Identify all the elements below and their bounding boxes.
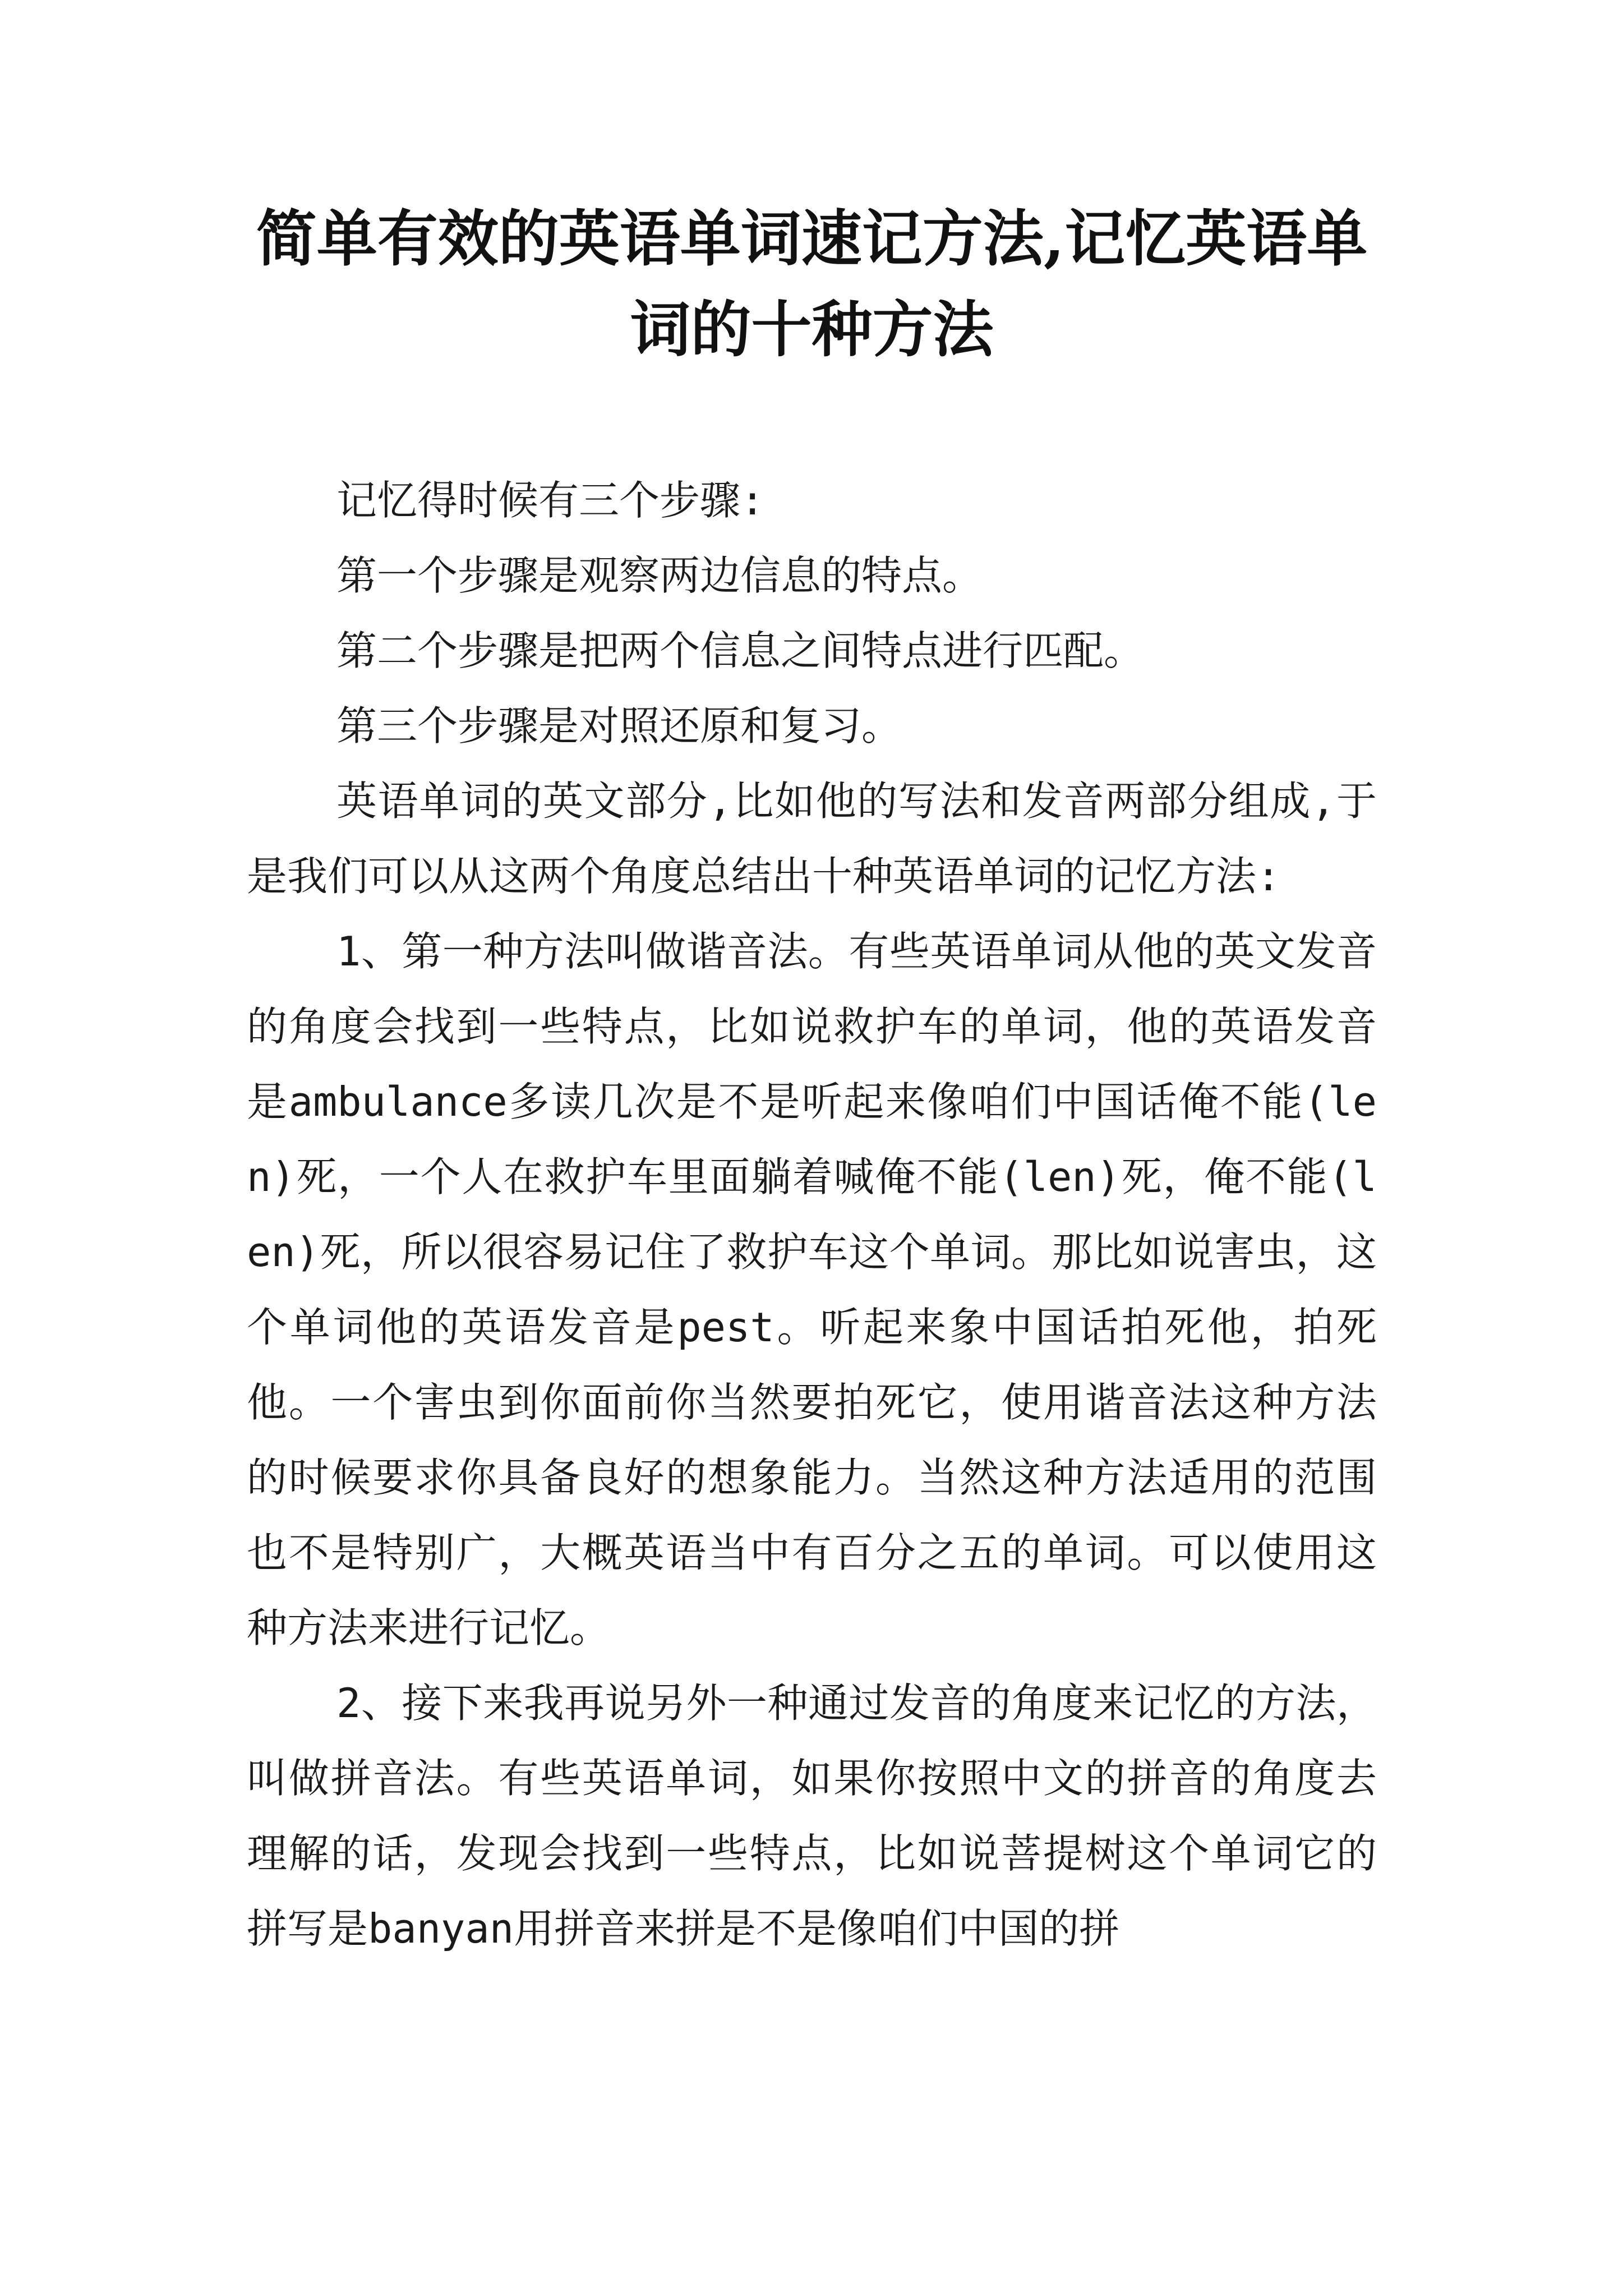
paragraph-step-one: 第一个步骤是观察两边信息的特点。 — [336, 552, 983, 599]
document-body — [247, 463, 1377, 1966]
paragraph-method-2-pinyin: 2、接下来我再说另外一种通过发音的角度来记忆的方法，叫做拼音法。有些英语单词，如果你按照中文的拼音的角度去理解的话，发现会找到一些特点，比如说菩提树这个单词它的拼写是banyan用拼音来拼是不是像咱们中国的拼 — [247, 1680, 1377, 1952]
paragraph-step-three: 第三个步骤是对照还原和复习。 — [336, 702, 902, 749]
paragraph-methods-intro: 英语单词的英文部分,比如他的写法和发音两部分组成,于是我们可以从这两个角度总结出十种英语单词的记忆方法: — [247, 777, 1377, 900]
document-title: 简单有效的英语单词速记方法,记忆英语单词的十种方法 — [256, 204, 1368, 365]
paragraph-steps-intro: 记忆得时候有三个步骤: — [336, 477, 765, 524]
paragraph-step-two: 第二个步骤是把两个信息之间特点进行匹配。 — [336, 627, 1145, 674]
paragraph-method-1-homophone: 1、第一种方法叫做谐音法。有些英语单词从他的英文发音的角度会找到一些特点，比如说救护车的单词，他的英语发音是ambulance多读几次是不是听起来像咱们中国话俺不能(len)死，一个人在救护车里面躺着喊俺不能(len)死，俺不能(len)死，所以很容易记住了救护车这个单词。那比如说害虫，这个单词他的英语发音是pest。听起来象中国话拍死他，拍死他。一个害虫到你面前你当然要拍死它，使用谐音法这种方法的时候要求你具备良好的想象能力。当然这种方法适用的范围也不是特别广，大概英语当中有百分之五的单词。可以使用这种方法来进行记忆。 — [247, 928, 1377, 1651]
